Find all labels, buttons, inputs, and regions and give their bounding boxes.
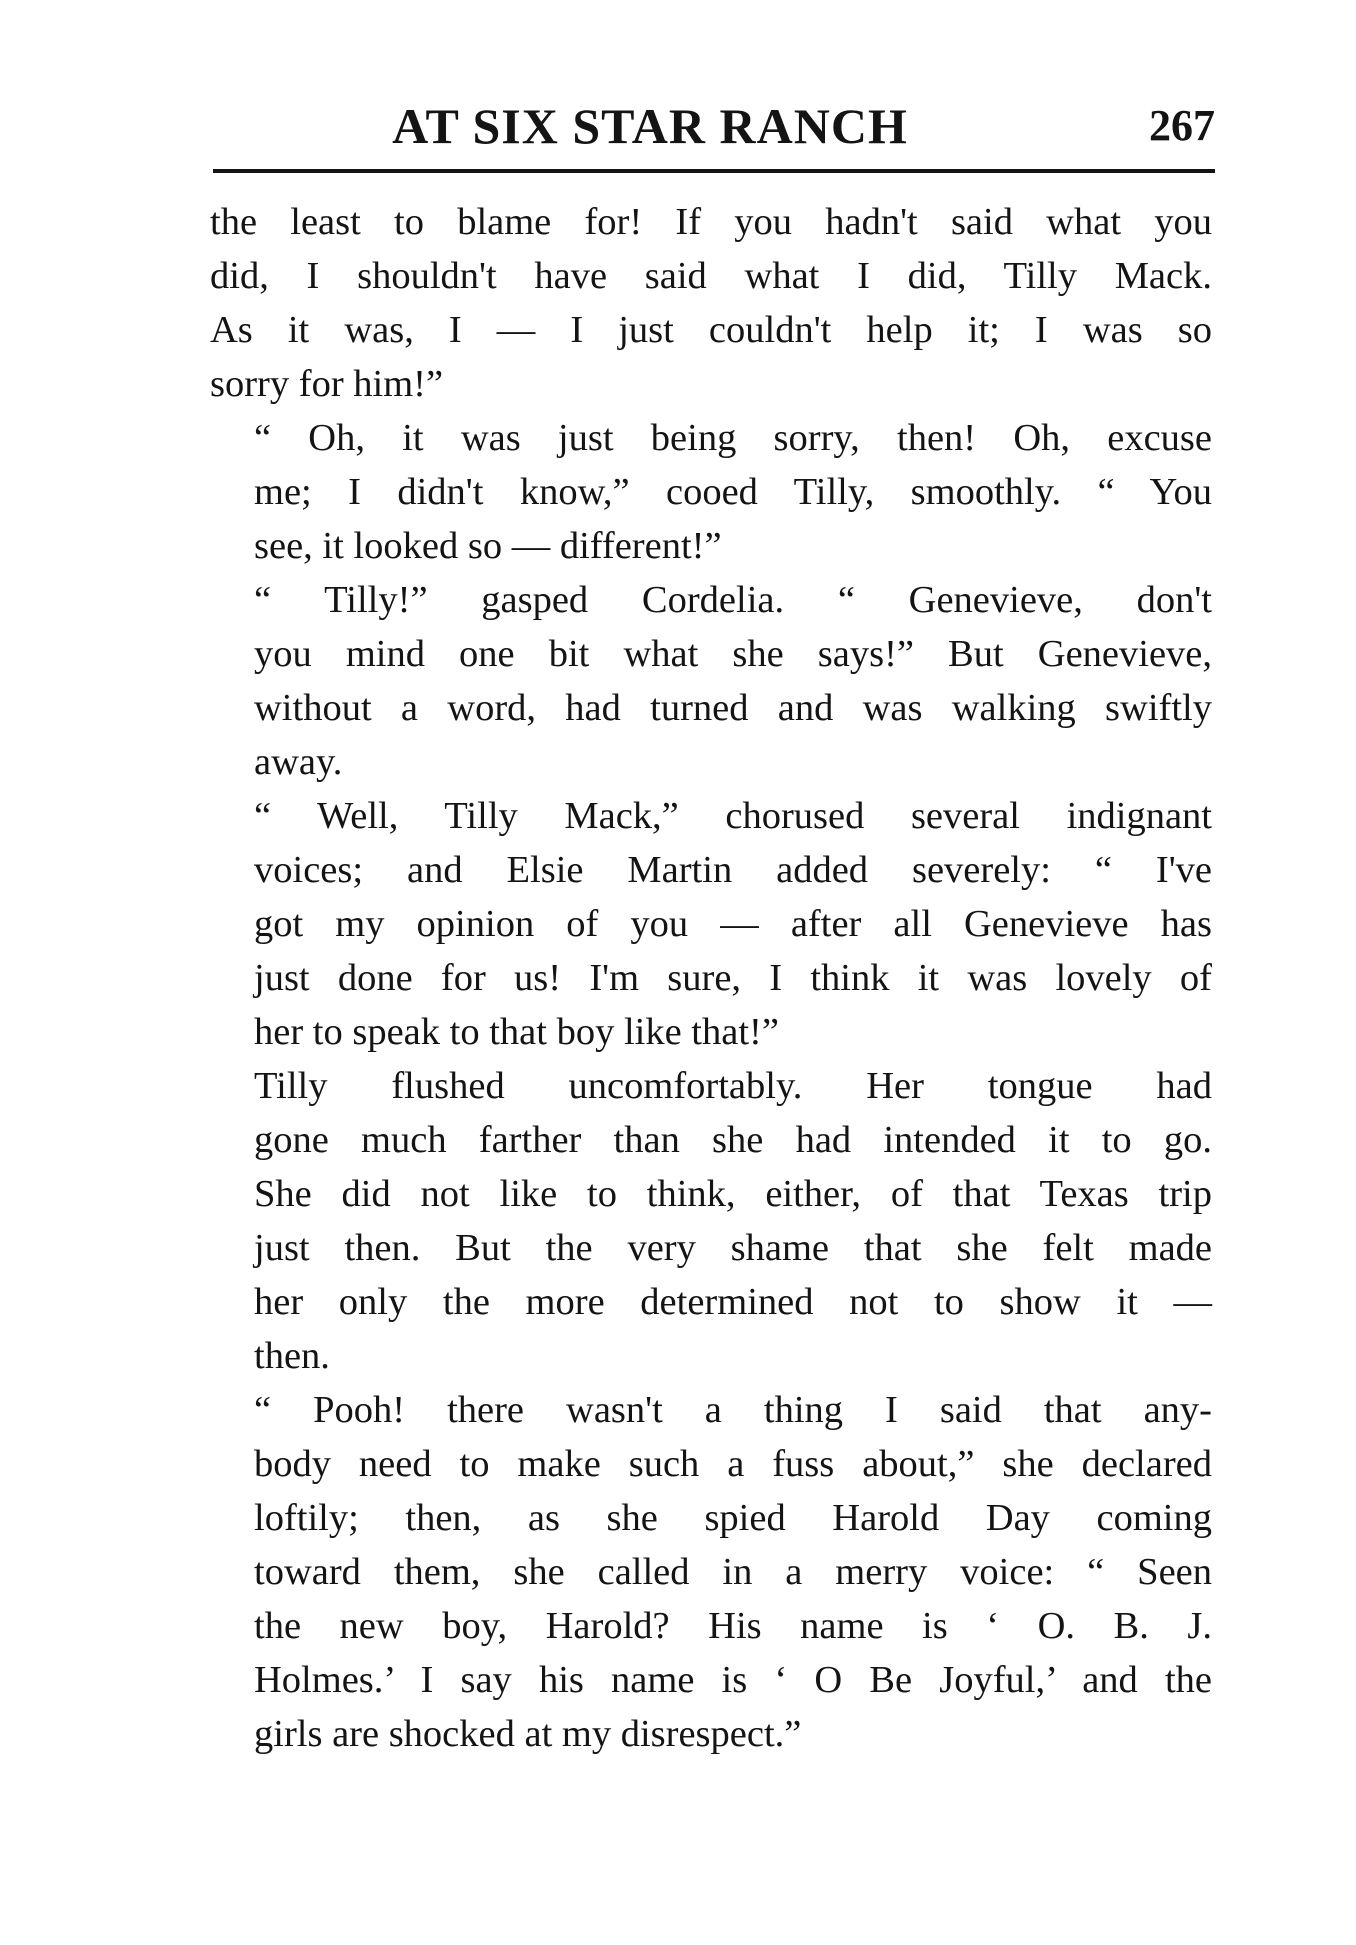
text-line: away. <box>254 741 343 783</box>
text-line: her to speak to that boy like that!” <box>254 1011 779 1053</box>
text-line: voices; and Elsie Martin added severely: “ I've <box>254 849 1212 891</box>
text-line: body need to make such a fuss about,” she declared <box>254 1443 1212 1485</box>
text-line: then. <box>254 1335 330 1377</box>
paragraph <box>210 411 1212 573</box>
paragraph <box>210 195 1212 411</box>
body-text <box>210 195 1212 1761</box>
text-line: did, I shouldn't have said what I did, Tilly Mack. <box>210 255 1212 297</box>
text-line: As it was, I — I just couldn't help it; I was so <box>210 309 1212 351</box>
text-line: you mind one bit what she says!” But Genevieve, <box>254 633 1212 675</box>
text-line: sorry for him!” <box>210 363 444 405</box>
paragraph <box>210 1059 1212 1383</box>
text-line: “ Oh, it was just being sorry, then! Oh, excuse <box>254 417 1212 459</box>
text-line: She did not like to think, either, of that Texas trip <box>254 1173 1212 1215</box>
text-line: Holmes.’ I say his name is ‘ O Be Joyful,’ and the <box>254 1659 1212 1701</box>
paragraph <box>210 1383 1212 1761</box>
text-line: got my opinion of you — after all Genevieve has <box>254 903 1212 945</box>
text-line: gone much farther than she had intended it to go. <box>254 1119 1212 1161</box>
text-line: her only the more determined not to show it — <box>254 1281 1212 1323</box>
text-line: Tilly flushed uncomfortably. Her tongue had <box>254 1065 1212 1107</box>
text-line: girls are shocked at my disrespect.” <box>254 1713 802 1755</box>
paragraph <box>210 573 1212 789</box>
text-line: just then. But the very shame that she felt made <box>254 1227 1212 1269</box>
text-line: without a word, had turned and was walking swiftly <box>254 687 1212 729</box>
text-line: “ Well, Tilly Mack,” chorused several indignant <box>254 795 1212 837</box>
text-line: the new boy, Harold? His name is ‘ O. B. J. <box>254 1605 1212 1647</box>
text-line: me; I didn't know,” cooed Tilly, smoothly. “ You <box>254 471 1212 513</box>
text-line: toward them, she called in a merry voice: “ Seen <box>254 1551 1212 1593</box>
running-title: AT SIX STAR RANCH <box>392 98 908 154</box>
text-line: the least to blame for! If you hadn't said what you <box>210 201 1212 243</box>
text-line: just done for us! I'm sure, I think it was lovely of <box>254 957 1212 999</box>
text-line: see, it looked so — different!” <box>254 525 722 567</box>
text-line: loftily; then, as she spied Harold Day coming <box>254 1497 1212 1539</box>
paragraph <box>210 789 1212 1059</box>
running-head <box>213 95 1215 157</box>
header-rule <box>213 169 1215 173</box>
page-number: 267 <box>1149 101 1215 150</box>
text-line: “ Tilly!” gasped Cordelia. “ Genevieve, don't <box>254 579 1212 621</box>
text-line: “ Pooh! there wasn't a thing I said that any- <box>254 1389 1212 1431</box>
